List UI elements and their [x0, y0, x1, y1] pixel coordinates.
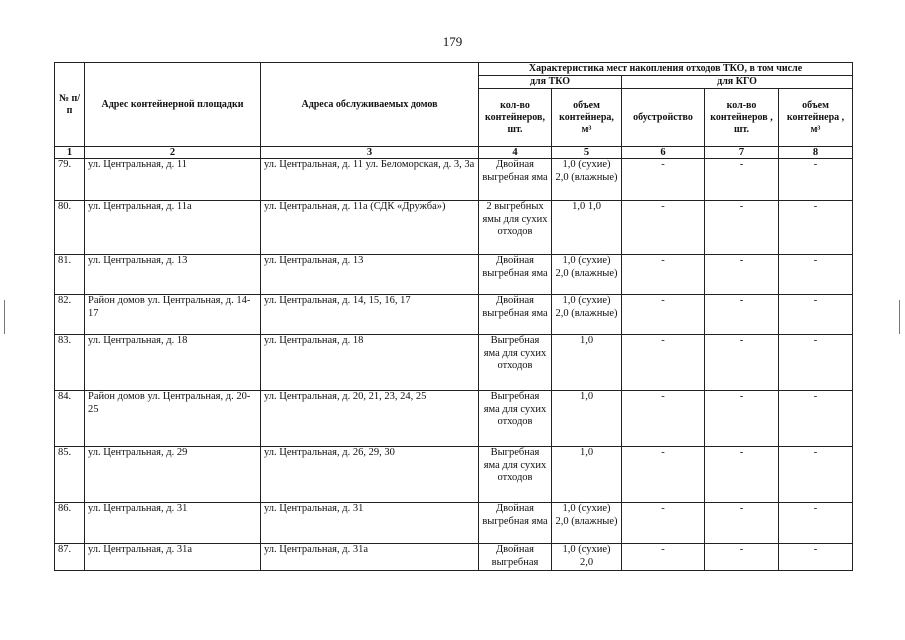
header-equipment: обустройство — [622, 89, 705, 147]
kgo-container-volume: - — [779, 201, 853, 255]
containers-count: Выгребная яма для сухих отходов — [479, 335, 552, 391]
row-number: 86. — [55, 503, 85, 544]
container-volume: 1,0 (сухие) 2,0 — [552, 544, 622, 571]
served-houses: ул. Центральная, д. 26, 29, 30 — [261, 447, 479, 503]
site-address: ул. Центральная, д. 31 — [85, 503, 261, 544]
table-row — [55, 503, 853, 544]
kgo-container-volume: - — [779, 503, 853, 544]
kgo-containers-count: - — [705, 201, 779, 255]
kgo-containers-count: - — [705, 295, 779, 335]
column-number: 2 — [85, 147, 261, 159]
kgo-container-volume: - — [779, 159, 853, 201]
equipment: - — [622, 295, 705, 335]
waste-sites-table — [54, 62, 853, 571]
header-container-volume: объем контейнера, м³ — [552, 89, 622, 147]
container-volume: 1,0 (сухие) 2,0 (влажные) — [552, 503, 622, 544]
kgo-containers-count: - — [705, 503, 779, 544]
row-number: 79. — [55, 159, 85, 201]
container-volume: 1,0 (сухие) 2,0 (влажные) — [552, 255, 622, 295]
served-houses: ул. Центральная, д. 20, 21, 23, 24, 25 — [261, 391, 479, 447]
kgo-containers-count: - — [705, 447, 779, 503]
column-number: 1 — [55, 147, 85, 159]
kgo-containers-count: - — [705, 544, 779, 571]
kgo-container-volume: - — [779, 335, 853, 391]
equipment: - — [622, 544, 705, 571]
table-row — [55, 391, 853, 447]
table-row — [55, 544, 853, 571]
header-address: Адрес контейнерной площадки — [85, 63, 261, 147]
kgo-container-volume: - — [779, 447, 853, 503]
column-number: 8 — [779, 147, 853, 159]
kgo-container-volume: - — [779, 255, 853, 295]
served-houses: ул. Центральная, д. 31 — [261, 503, 479, 544]
table-row — [55, 159, 853, 201]
header-containers-count: кол-во контейнеров, шт. — [479, 89, 552, 147]
header-served-houses: Адреса обслуживаемых домов — [261, 63, 479, 147]
row-number: 84. — [55, 391, 85, 447]
container-volume: 1,0 (сухие) 2,0 (влажные) — [552, 295, 622, 335]
equipment: - — [622, 159, 705, 201]
equipment: - — [622, 201, 705, 255]
site-address: Район домов ул. Центральная, д. 14-17 — [85, 295, 261, 335]
equipment: - — [622, 503, 705, 544]
containers-count: Выгребная яма для сухих отходов — [479, 447, 552, 503]
table-row — [55, 295, 853, 335]
row-number: 83. — [55, 335, 85, 391]
column-number: 7 — [705, 147, 779, 159]
served-houses: ул. Центральная, д. 11а (СДК «Дружба») — [261, 201, 479, 255]
site-address: ул. Центральная, д. 11а — [85, 201, 261, 255]
equipment: - — [622, 255, 705, 295]
containers-count: Двойная выгребная яма — [479, 295, 552, 335]
equipment: - — [622, 391, 705, 447]
container-volume: 1,0 (сухие) 2,0 (влажные) — [552, 159, 622, 201]
header-kgo-container-volume: объем контейнера , м³ — [779, 89, 853, 147]
kgo-containers-count: - — [705, 255, 779, 295]
container-volume: 1,0 — [552, 335, 622, 391]
container-volume: 1,0 — [552, 391, 622, 447]
equipment: - — [622, 447, 705, 503]
site-address: ул. Центральная, д. 11 — [85, 159, 261, 201]
containers-count: Двойная выгребная яма — [479, 503, 552, 544]
kgo-container-volume: - — [779, 544, 853, 571]
site-address: ул. Центральная, д. 13 — [85, 255, 261, 295]
kgo-container-volume: - — [779, 295, 853, 335]
table-row — [55, 201, 853, 255]
table-row — [55, 255, 853, 295]
column-number: 5 — [552, 147, 622, 159]
column-number: 3 — [261, 147, 479, 159]
site-address: ул. Центральная, д. 29 — [85, 447, 261, 503]
container-volume: 1,0 1,0 — [552, 201, 622, 255]
column-number: 4 — [479, 147, 552, 159]
header-num: № п/п — [55, 63, 85, 147]
table-row — [55, 335, 853, 391]
containers-count: Выгребная яма для сухих отходов — [479, 391, 552, 447]
header-for-kgo: для КГО — [622, 76, 853, 89]
served-houses: ул. Центральная, д. 14, 15, 16, 17 — [261, 295, 479, 335]
kgo-container-volume: - — [779, 391, 853, 447]
row-number: 82. — [55, 295, 85, 335]
page-number: 179 — [442, 34, 463, 49]
row-number: 81. — [55, 255, 85, 295]
site-address: ул. Центральная, д. 31а — [85, 544, 261, 571]
column-number: 6 — [622, 147, 705, 159]
site-address: ул. Центральная, д. 18 — [85, 335, 261, 391]
served-houses: ул. Центральная, д. 31а — [261, 544, 479, 571]
left-margin-mark — [4, 300, 5, 334]
served-houses: ул. Центральная, д. 11 ул. Беломорская, д. 3, 3а — [261, 159, 479, 201]
header-characteristic: Характеристика мест накопления отходов ТКО, в том числе — [479, 63, 853, 76]
header-kgo-containers-count: кол-во контейнеров , шт. — [705, 89, 779, 147]
served-houses: ул. Центральная, д. 13 — [261, 255, 479, 295]
site-address: Район домов ул. Центральная, д. 20-25 — [85, 391, 261, 447]
row-number: 85. — [55, 447, 85, 503]
header-for-tko: для ТКО — [479, 76, 622, 89]
table-row — [55, 447, 853, 503]
equipment: - — [622, 335, 705, 391]
right-margin-mark — [899, 300, 900, 334]
row-number: 87. — [55, 544, 85, 571]
containers-count: Двойная выгребная яма — [479, 159, 552, 201]
kgo-containers-count: - — [705, 335, 779, 391]
served-houses: ул. Центральная, д. 18 — [261, 335, 479, 391]
kgo-containers-count: - — [705, 391, 779, 447]
kgo-containers-count: - — [705, 159, 779, 201]
containers-count: 2 выгребных ямы для сухих отходов — [479, 201, 552, 255]
row-number: 80. — [55, 201, 85, 255]
containers-count: Двойная выгребная яма — [479, 255, 552, 295]
container-volume: 1,0 — [552, 447, 622, 503]
containers-count: Двойная выгребная — [479, 544, 552, 571]
